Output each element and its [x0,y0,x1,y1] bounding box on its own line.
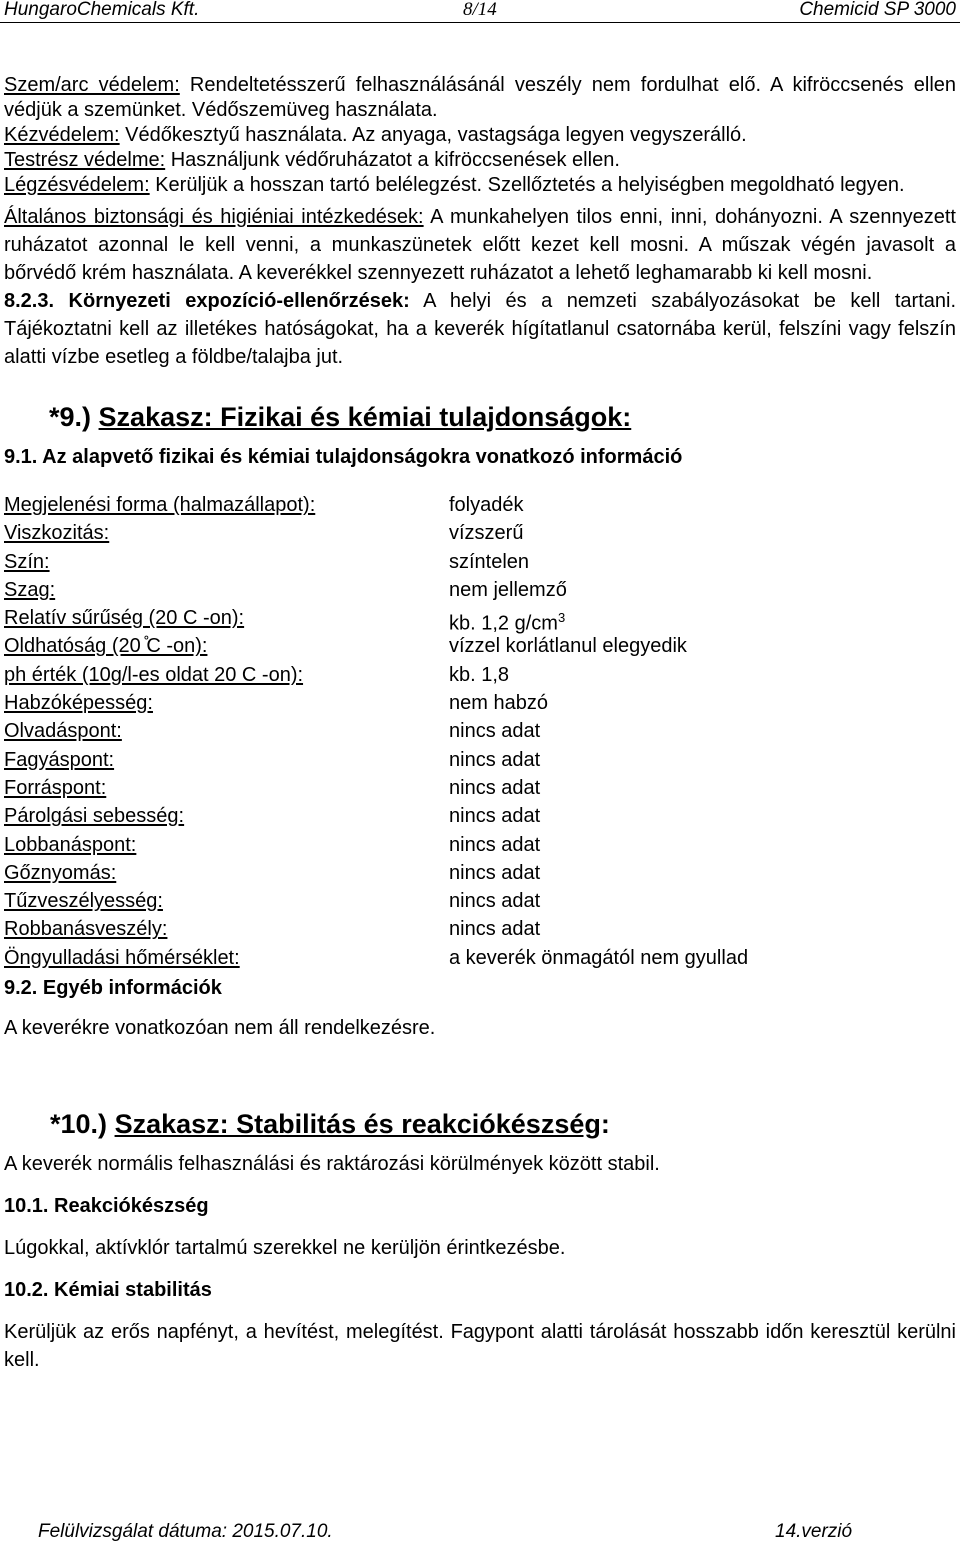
property-value-cell [449,944,956,972]
section-9-heading [4,399,956,435]
property-value: folyadék [449,494,524,516]
property-row [4,915,956,943]
hand-protection-text: Védőkesztyű használata. Az anyaga, vastagsága legyen vegyszerálló. [119,124,747,146]
property-value-cell [449,519,956,547]
version-label: 14.verzió [775,1521,853,1542]
property-value-cell [449,746,956,774]
property-label: Gőznyomás: [4,861,117,884]
property-value-cell [449,632,956,660]
property-value: nincs adat [449,776,541,799]
property-label: Öngyulladási hőmérséklet: [4,946,240,969]
body-protection-text: Használjunk védőruházatot a kifröccsenések ellen. [165,149,620,171]
property-label-cell [4,746,449,774]
property-label: Párolgási sebesség: [4,805,185,828]
property-label-cell [4,548,449,576]
property-label: Lobbanáspont: [4,833,137,856]
section-9-1-title: 9.1. Az alapvető fizikai és kémiai tulajdonságokra vonatkozó információ [4,446,683,468]
section-10-2-text: Kerüljük az erős napfényt, a hevítést, melegítést. Fagypont alatti tárolását hosszabb időn keresztül kerülni kell. [4,1321,956,1372]
property-label-cell [4,519,449,547]
property-value: vízszerű [449,522,524,545]
property-row [4,689,956,717]
property-value-cell [449,604,956,635]
property-value: vízzel korlátlanul elegyedik [449,635,687,658]
property-label-cell [4,604,449,632]
property-label-cell [4,859,449,887]
section-9-2-title: 9.2. Egyéb információk [4,977,222,1000]
property-row [4,661,956,689]
property-label-cell [4,831,449,859]
property-label: Relatív sűrűség (20 C -on): [4,607,245,630]
property-value-cell [449,802,956,830]
property-label-cell [4,689,449,717]
property-row [4,774,956,802]
eye-protection [4,73,956,123]
section-10-title: Szakasz: Stabilitás és reakciókészség [114,1109,601,1140]
property-label-cell [4,576,449,604]
property-label-cell [4,661,449,689]
property-label: Robbanásveszély: [4,918,168,941]
property-value-cell [449,689,956,717]
property-row [4,548,956,576]
document-body [4,73,956,1374]
hygiene-text: A munkahelyen tilos enni, inni, dohányozni. A szennyezett ruházatot azonnal le kell venni, a munkaszünetek előtt kezet kell mosni. A műszak végén javasolt a bőrvédő krém használata. A keverékkel szennyezett ruházatot a lehető leghamarabb ki kell mosni. [4,206,956,284]
property-value-cell [449,548,956,576]
property-value-cell [449,831,956,859]
property-label: Forráspont: [4,776,107,799]
body-protection-label: Testrész védelme: [4,149,166,171]
property-row [4,491,956,519]
property-value-cell [449,915,956,943]
property-row [4,831,956,859]
property-value: nem habzó [449,692,548,715]
body-protection [4,148,956,173]
hand-protection-label: Kézvédelem: [4,124,120,146]
property-value: nem jellemző [449,578,567,601]
header-divider [0,22,960,23]
section-9-title: Szakasz: Fizikai és kémiai tulajdonságok: [98,402,632,432]
property-value-cell [449,774,956,802]
property-label-cell [4,774,449,802]
property-label: Megjelenési forma (halmazállapot): [4,494,316,516]
eye-protection-text: Rendeltetésszerű felhasználásánál veszély nem fordulhat elő. A kifröccsenés ellen védjük a szemünket. Védőszemüveg használata. [4,74,957,121]
hygiene-label: Általános biztonsági és higiéniai intézkedések: [4,206,424,228]
property-row [4,746,956,774]
env-text: A helyi és a nemzeti szabályozásokat be kell tartani. Tájékoztatni kell az illetékes hatóságokat, ha a keverék hígítatlanul csatornába kerül, felszíni vagy felszín alatti vízbe esetleg a földbe/talajba jut. [4,290,957,368]
property-label: Oldhatóság (20 ̊C -on): [4,635,208,658]
respiratory-protection [4,173,956,198]
property-value: kb. 1,2 g/cm [449,612,558,635]
property-value-superscript: 3 [557,610,566,626]
property-label: Viszkozitás: [4,522,110,545]
property-label-cell [4,717,449,745]
property-row [4,519,956,547]
eye-protection-label: Szem/arc védelem: [4,74,180,96]
property-label: ph érték (10g/l-es oldat 20 C -on): [4,663,304,686]
page-header [0,0,960,22]
property-row [4,576,956,604]
property-value: nincs adat [449,890,541,913]
property-value: színtelen [449,550,530,573]
property-label: Habzóképesség: [4,692,153,715]
property-value: nincs adat [449,748,541,771]
property-value: nincs adat [449,833,541,856]
property-value-cell [449,491,956,519]
respiratory-protection-label: Légzésvédelem: [4,174,150,196]
revision-date: Felülvizsgálat dátuma: 2015.07.10. [38,1521,333,1542]
property-value-cell [449,717,956,745]
section-10-intro: A keverék normális felhasználási és raktározási körülmények között stabil. [4,1153,660,1176]
property-label: Fagyáspont: [4,748,115,771]
property-value: nincs adat [449,861,541,884]
property-label-cell [4,887,449,915]
property-row [4,717,956,745]
ppe-block [4,73,956,198]
property-value: kb. 1,8 [449,663,510,686]
property-label: Tűzveszélyesség: [4,890,163,913]
property-value: a keverék önmagától nem gyullad [449,946,749,969]
section-10-1-text: Lúgokkal, aktívklór tartalmú szerekkel ne kerüljön érintkezésbe. [4,1237,566,1260]
page-footer [38,1521,958,1543]
property-value: nincs adat [449,918,541,941]
property-label-cell [4,915,449,943]
property-label-cell [4,491,449,519]
hygiene-block [4,203,956,371]
section-9-2-text: A keverékre vonatkozóan nem áll rendelkezésre. [4,1017,436,1040]
property-value: nincs adat [449,720,541,743]
property-value-cell [449,661,956,689]
property-label-cell [4,944,449,972]
property-row [4,887,956,915]
page-number: 8/14 [463,0,497,20]
property-row [4,632,956,660]
property-value: nincs adat [449,805,541,828]
property-row [4,859,956,887]
company-name: HungaroChemicals Kft. [4,0,200,20]
property-label-cell [4,802,449,830]
env-label: 8.2.3. Környezeti expozíció-ellenőrzések: [4,290,410,312]
section-10-heading [4,1106,956,1142]
section-9-number: *9.) [49,402,92,432]
env-paragraph [4,287,956,371]
respiratory-protection-text: Kerüljük a hosszan tartó belélegzést. Szellőztetés a helyiségben megoldható legyen. [149,174,905,196]
property-value-cell [449,887,956,915]
property-value-cell [449,576,956,604]
section-10-1-title: 10.1. Reakciókészség [4,1195,209,1218]
section-10-number: *10.) [50,1109,108,1140]
properties-table [4,491,956,972]
property-label: Olvadáspont: [4,720,122,743]
property-row [4,944,956,972]
hygiene-paragraph [4,203,956,287]
property-value-cell [449,859,956,887]
property-label: Szín: [4,550,50,573]
property-row [4,604,956,635]
property-label: Szag: [4,578,56,601]
property-label-cell [4,632,449,660]
section-10-colon: : [600,1109,610,1140]
section-10-2-title: 10.2. Kémiai stabilitás [4,1279,212,1302]
product-name: Chemicid SP 3000 [799,0,956,20]
hand-protection [4,123,956,148]
property-row [4,802,956,830]
